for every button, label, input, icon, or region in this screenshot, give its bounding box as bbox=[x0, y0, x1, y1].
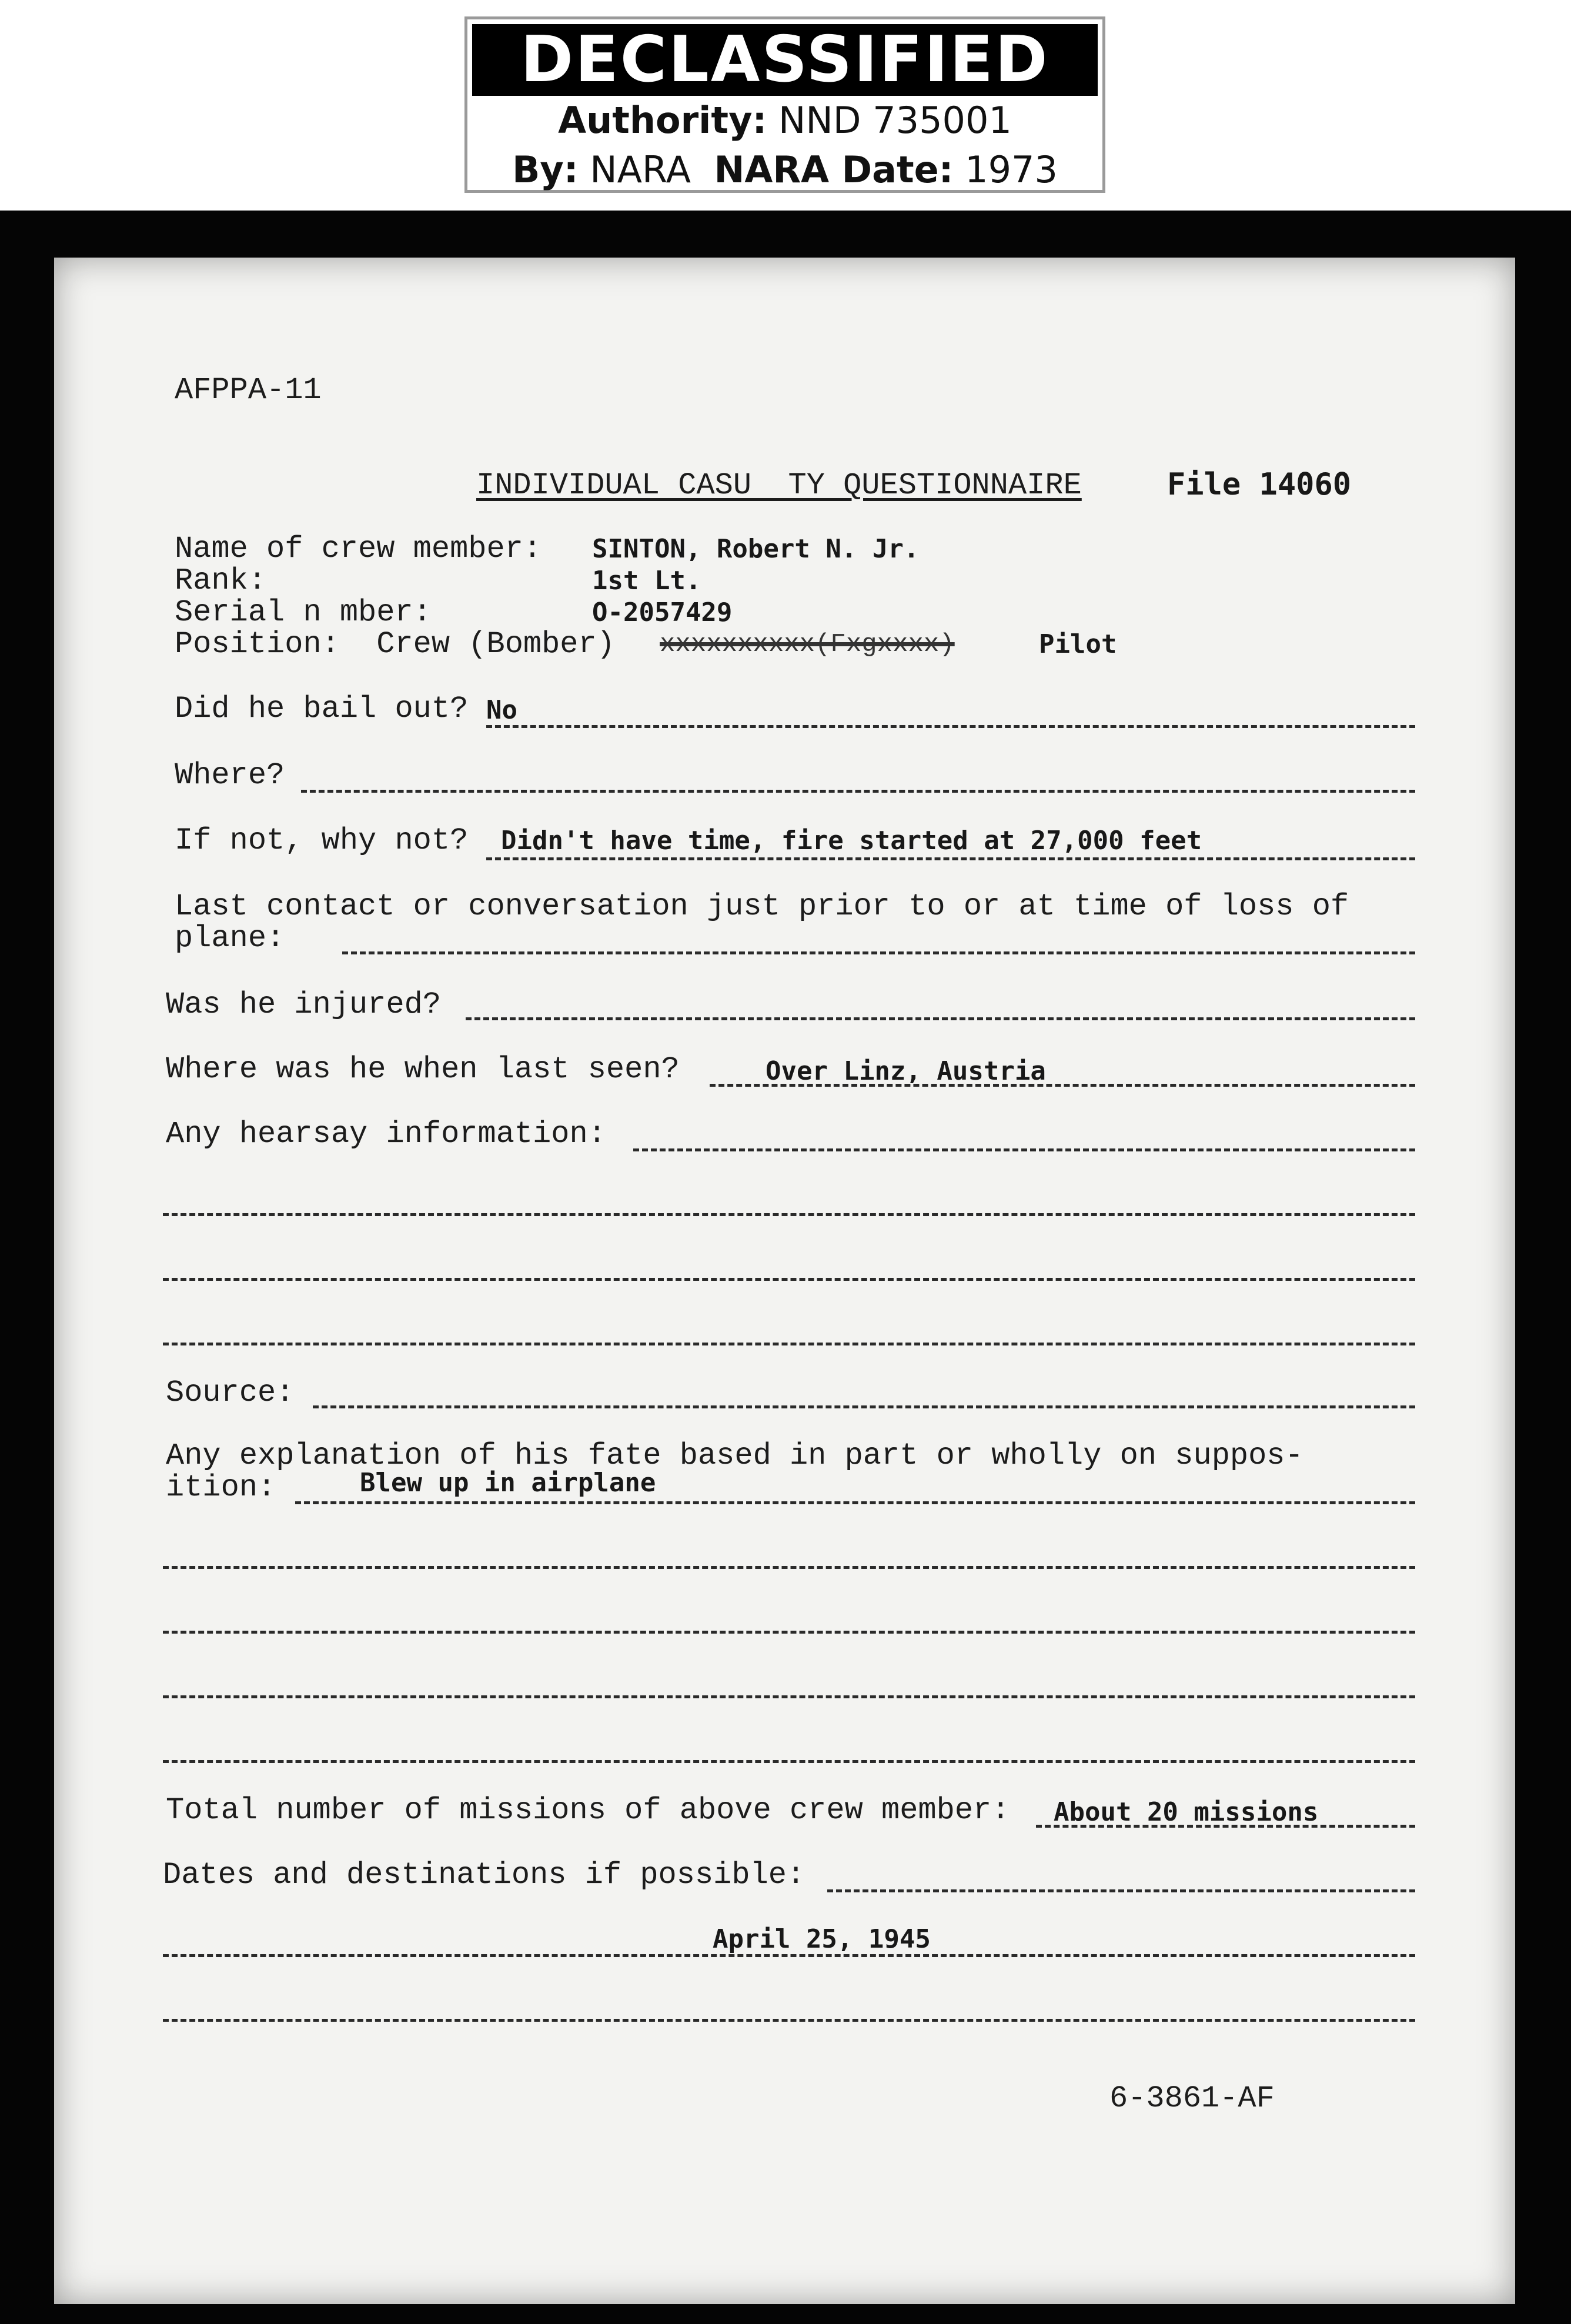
lastseen-label: Where was he when last seen? bbox=[166, 1052, 680, 1087]
missions-answer-line bbox=[1036, 1825, 1415, 1828]
stamp-title: DECLASSIFIED bbox=[472, 24, 1098, 96]
form-title: INDIVIDUAL CASU TY QUESTIONNAIRE bbox=[476, 468, 1082, 503]
bail-label: Did he bail out? bbox=[175, 692, 469, 726]
stamp-authority: Authority: NND 735001 bbox=[558, 99, 1012, 142]
missions-label: Total number of missions of above crew member: bbox=[166, 1793, 1010, 1828]
contact-label-line1: Last contact or conversation just prior to or at time of loss of bbox=[175, 889, 1349, 924]
lastseen-value: Over Linz, Austria bbox=[766, 1056, 1046, 1086]
ifnot-label: If not, why not? bbox=[175, 823, 469, 858]
serial-value: O-2057429 bbox=[592, 597, 733, 627]
hearsay-answer-line-2 bbox=[163, 1213, 1415, 1216]
lastseen-answer-line bbox=[710, 1084, 1415, 1087]
hearsay-answer-line-1 bbox=[633, 1148, 1415, 1151]
name-label: Name of crew member: bbox=[175, 532, 542, 566]
dates-answer-line-2 bbox=[163, 1954, 1415, 1957]
missions-value: About 20 missions bbox=[1054, 1797, 1319, 1827]
form-code: AFPPA-11 bbox=[175, 373, 322, 408]
injured-answer-line bbox=[466, 1017, 1415, 1020]
source-answer-line bbox=[313, 1405, 1415, 1408]
questionnaire-page bbox=[54, 258, 1515, 2304]
contact-answer-line bbox=[342, 951, 1415, 954]
contact-label-line2: plane: bbox=[175, 921, 285, 956]
position-struck-text: xxxxxxxxxx(Fxgxxxx) bbox=[660, 630, 955, 659]
explanation-answer-line-5 bbox=[163, 1760, 1415, 1763]
where-label: Where? bbox=[175, 758, 285, 793]
dates-value: April 25, 1945 bbox=[713, 1924, 931, 1954]
where-answer-line bbox=[301, 790, 1415, 793]
source-label: Source: bbox=[166, 1375, 295, 1410]
explanation-value: Blew up in airplane bbox=[360, 1468, 656, 1498]
explanation-answer-line-2 bbox=[163, 1566, 1415, 1569]
dates-answer-line-3 bbox=[163, 2019, 1415, 2022]
hearsay-label: Any hearsay information: bbox=[166, 1117, 606, 1151]
position-value: Pilot bbox=[1039, 629, 1117, 659]
explanation-answer-line-3 bbox=[163, 1631, 1415, 1634]
injured-label: Was he injured? bbox=[166, 987, 442, 1022]
serial-label: Serial n mber: bbox=[175, 595, 432, 630]
ifnot-answer-line bbox=[486, 857, 1415, 860]
stamp-by-date: By: NARA NARA Date: 1973 bbox=[512, 148, 1058, 191]
dates-label: Dates and destinations if possible: bbox=[163, 1858, 805, 1892]
position-label: Position: Crew (Bomber) bbox=[175, 627, 615, 662]
footer-code: 6-3861-AF bbox=[1109, 2081, 1275, 2116]
rank-label: Rank: bbox=[175, 563, 267, 598]
hearsay-answer-line-4 bbox=[163, 1343, 1415, 1345]
declassified-stamp bbox=[464, 16, 1105, 193]
dates-answer-line-1 bbox=[827, 1889, 1415, 1892]
hearsay-answer-line-3 bbox=[163, 1278, 1415, 1281]
bail-answer-line bbox=[486, 725, 1415, 728]
name-value: SINTON, Robert N. Jr. bbox=[592, 534, 920, 564]
explanation-label-line1: Any explanation of his fate based in part or wholly on suppos- bbox=[166, 1438, 1303, 1473]
file-number: File 14060 bbox=[1167, 467, 1352, 502]
ifnot-value: Didn't have time, fire started at 27,000 feet bbox=[501, 826, 1202, 856]
rank-value: 1st Lt. bbox=[592, 566, 701, 596]
explanation-answer-line-1 bbox=[295, 1501, 1415, 1504]
explanation-answer-line-4 bbox=[163, 1695, 1415, 1698]
explanation-label-line2: ition: bbox=[166, 1470, 276, 1505]
bail-value: No bbox=[486, 695, 517, 725]
scanned-document bbox=[0, 211, 1571, 2324]
